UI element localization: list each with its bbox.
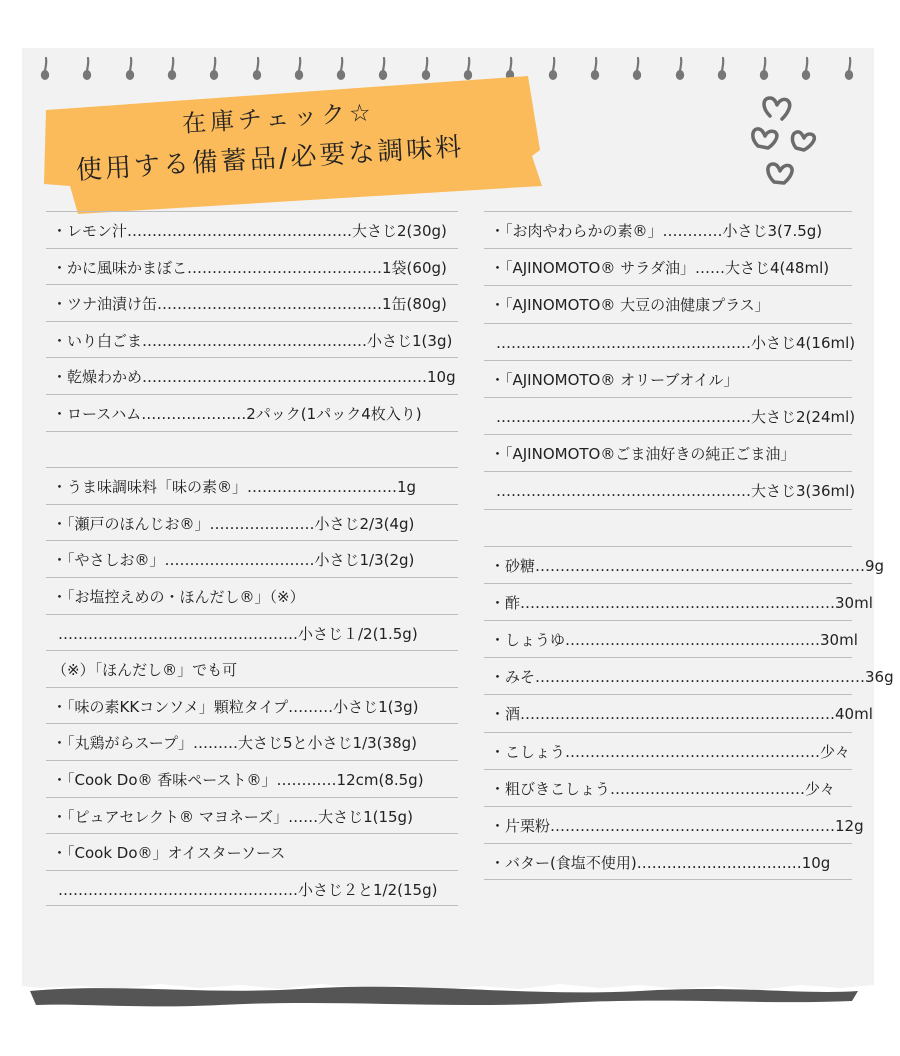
list-item-text: ・しょうゆ……………………………………………30ml — [490, 631, 858, 650]
list-item-text: ・かに風味かまぼこ…………………………………1袋(60g) — [52, 258, 447, 277]
list-item-text: ……………………………………………小さじ4(16ml) — [496, 333, 856, 352]
list-item-text: （※）「ほんだし®」でも可 — [52, 661, 238, 680]
ingredient-list-right — [484, 211, 894, 880]
binding-hole-icon — [632, 56, 642, 82]
list-item — [484, 620, 858, 657]
title-banner — [40, 76, 560, 216]
list-item-text: ・粗びきこしょう…………………………………少々 — [490, 779, 836, 798]
list-item-text: ……………………………………………大さじ2(24ml) — [496, 407, 856, 426]
list-item — [484, 546, 885, 583]
list-item — [46, 833, 458, 870]
list-item — [46, 394, 458, 431]
list-item — [484, 769, 852, 806]
list-item-text: ・「AJINOMOTO® オリーブオイル」 — [490, 370, 739, 389]
list-item-text: ・うま味調味料「味の素®」…………………………1g — [52, 478, 417, 497]
list-item — [46, 248, 458, 285]
list-item — [46, 760, 458, 797]
list-item-text: ・「お塩控えめの・ほんだし®」（※） — [52, 587, 305, 606]
list-item-text: ・酒………………………………………………………40ml — [490, 705, 873, 724]
list-item-text: ・ロースハム…………………2パック(1パック4枚入り) — [52, 404, 422, 423]
list-item — [484, 732, 852, 769]
list-item — [46, 357, 458, 394]
list-item — [46, 540, 458, 577]
list-item-text: …………………………………………小さじ１/2(1.5g) — [58, 624, 418, 643]
list-item-text: ……………………………………………大さじ3(36ml) — [496, 482, 856, 501]
list-item-text: ・「丸鶏がらスープ」………大さじ5と小さじ1/3(38g) — [52, 734, 417, 753]
list-item-text: ・レモン汁………………………………………大さじ2(30g) — [52, 222, 447, 240]
list-item-text: ・砂糖…………………………………………………………9g — [490, 556, 885, 575]
list-item-text: ・「瀬戸のほんじお®」…………………小さじ2/3(4g) — [52, 514, 415, 533]
list-item-text: ・「ピュアセレクト® マヨネーズ」……大さじ1(15g) — [52, 807, 413, 826]
list-item — [46, 650, 458, 687]
list-item — [484, 657, 894, 694]
list-item-text: ・ツナ油漬け缶………………………………………1缶(80g) — [52, 295, 447, 314]
list-item — [484, 323, 856, 360]
list-item — [46, 614, 458, 651]
list-item — [484, 360, 852, 397]
binding-hole-icon — [675, 56, 685, 82]
list-item-text: …………………………………………小さじ２と1/2(15g) — [58, 880, 438, 899]
list-item-text: ・「味の素KKコンソメ」顆粒タイプ………小さじ1(3g) — [52, 697, 419, 716]
list-item-text: ・片栗粉…………………………………………………12g — [490, 817, 864, 835]
list-item-text: ・「Cook Do®」オイスターソース — [52, 844, 286, 863]
list-item — [46, 431, 458, 468]
list-item — [46, 687, 458, 724]
list-item — [484, 248, 852, 285]
title-line-2: 使用する備蓄品/必要な調味料 — [75, 132, 466, 186]
list-item — [46, 723, 458, 760]
list-item-text: ・「AJINOMOTO® 大豆の油健康プラス」 — [490, 296, 770, 315]
title-line-1: 在庫チェック☆ — [181, 98, 376, 138]
list-item-text: ・バター(食塩不使用)……………………………10g — [490, 854, 831, 873]
list-item — [484, 285, 852, 322]
binding-hole-icon — [759, 56, 769, 82]
hearts-doodle-icon — [744, 86, 824, 196]
binding-hole-icon — [801, 56, 811, 82]
list-item-text: ・こしょう……………………………………………少々 — [490, 742, 851, 761]
list-item — [46, 284, 458, 321]
list-item — [484, 211, 852, 248]
list-item-text: ・「AJINOMOTO®ごま油好きの純正ごま油」 — [490, 445, 796, 464]
list-item — [484, 509, 852, 546]
list-item — [46, 797, 458, 834]
ingredient-list-left — [46, 211, 458, 906]
list-item — [484, 583, 873, 620]
list-item-text: ・「お肉やわらかの素®」…………小さじ3(7.5g) — [490, 222, 823, 240]
list-item — [484, 434, 852, 471]
list-item — [484, 397, 856, 434]
list-item — [46, 870, 458, 907]
list-item-text: ・「やさしお®」…………………………小さじ1/3(2g) — [52, 551, 415, 570]
list-item-text: ・「Cook Do® 香味ペースト®」…………12cm(8.5g) — [52, 770, 424, 789]
list-item-text: ・乾燥わかめ…………………………………………………10g — [52, 368, 456, 387]
binding-hole-icon — [844, 56, 854, 82]
list-item — [46, 467, 458, 504]
list-item — [46, 504, 458, 541]
torn-paper-edge — [0, 955, 900, 1056]
list-item — [46, 577, 458, 614]
list-item — [46, 211, 458, 248]
list-item — [484, 843, 852, 880]
list-item-text: ・みそ…………………………………………………………36g — [490, 668, 894, 687]
binding-hole-icon — [590, 56, 600, 82]
list-item — [484, 471, 856, 508]
list-item — [46, 321, 458, 358]
list-item — [484, 806, 864, 843]
list-item-text: ・いり白ごま………………………………………小さじ1(3g) — [52, 331, 453, 350]
list-item — [484, 694, 873, 731]
binding-hole-icon — [717, 56, 727, 82]
list-item-text: ・酢………………………………………………………30ml — [490, 593, 873, 612]
list-item-text: ・「AJINOMOTO® サラダ油」……大さじ4(48ml) — [490, 259, 830, 278]
